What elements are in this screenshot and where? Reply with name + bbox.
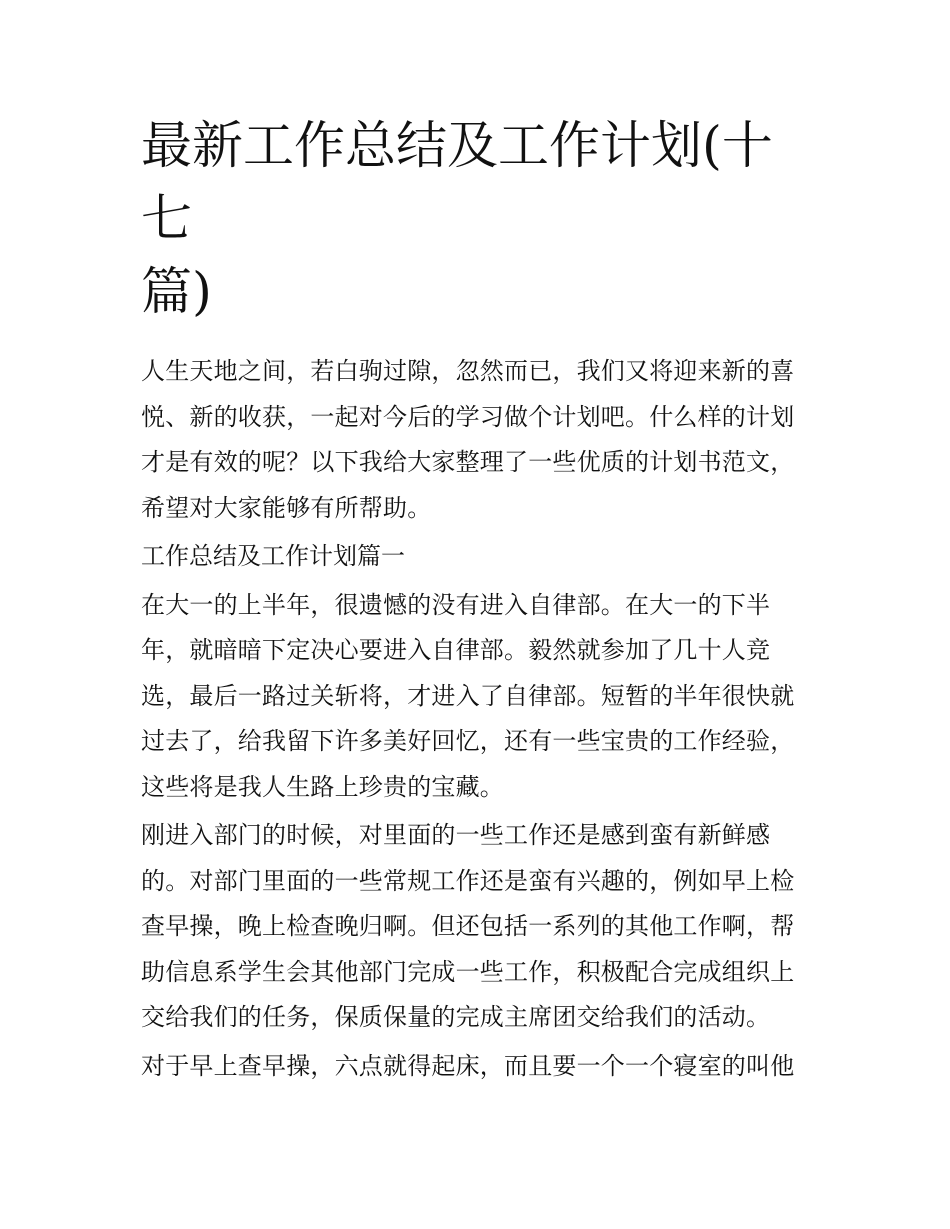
text-line: 刚进入部门的时候，对里面的一些工作还是感到蛮有新鲜感: [141, 821, 771, 849]
text-line: 人生天地之间，若白驹过隙，忽然而已，我们又将迎来新的喜: [141, 357, 795, 385]
body-paragraph-3: [141, 1044, 813, 1090]
title-line-2: 篇): [141, 263, 212, 322]
text-line: 悦、新的收获，一起对今后的学习做个计划吧。什么样的计划: [141, 402, 795, 431]
body-paragraph-2: [141, 813, 813, 1041]
title-line-1: 最新工作总结及工作计划(十七: [141, 117, 773, 249]
text-line: 对于早上查早操，六点就得起床，而且要一个一个寝室的叫他: [141, 1051, 795, 1080]
text-line: 助信息系学生会其他部门完成一些工作，积极配合完成组织上: [141, 957, 795, 986]
text-line: 在大一的上半年，很遗憾的没有进入自律部。在大一的下半: [141, 590, 771, 619]
text-line: 的。对部门里面的一些常规工作还是蛮有兴趣的，例如早上检: [141, 866, 795, 895]
text-line: 查早操，晚上检查晚归啊。但还包括一系列的其他工作啊，帮: [141, 912, 795, 940]
text-line: 过去了，给我留下许多美好回忆，还有一些宝贵的工作经验，: [141, 727, 795, 755]
text-line: 选，最后一路过关斩将，才进入了自律部。短暂的半年很快就: [141, 681, 795, 710]
text-line: 这些将是我人生路上珍贵的宝藏。: [141, 772, 504, 801]
section-heading: 工作总结及工作计划篇一: [141, 542, 405, 570]
document-page: [141, 110, 813, 1092]
body-paragraph-1: [141, 583, 813, 811]
text-line: 年，就暗暗下定决心要进入自律部。毅然就参加了几十人竞: [141, 636, 771, 664]
text-line: 才是有效的呢？以下我给大家整理了一些优质的计划书范文，: [141, 448, 795, 476]
text-line: 希望对大家能够有所帮助。: [141, 493, 432, 522]
intro-paragraph: [141, 349, 813, 531]
document-title: [141, 110, 813, 329]
text-line: 交给我们的任务，保质保量的完成主席团交给我们的活动。: [141, 1003, 771, 1031]
